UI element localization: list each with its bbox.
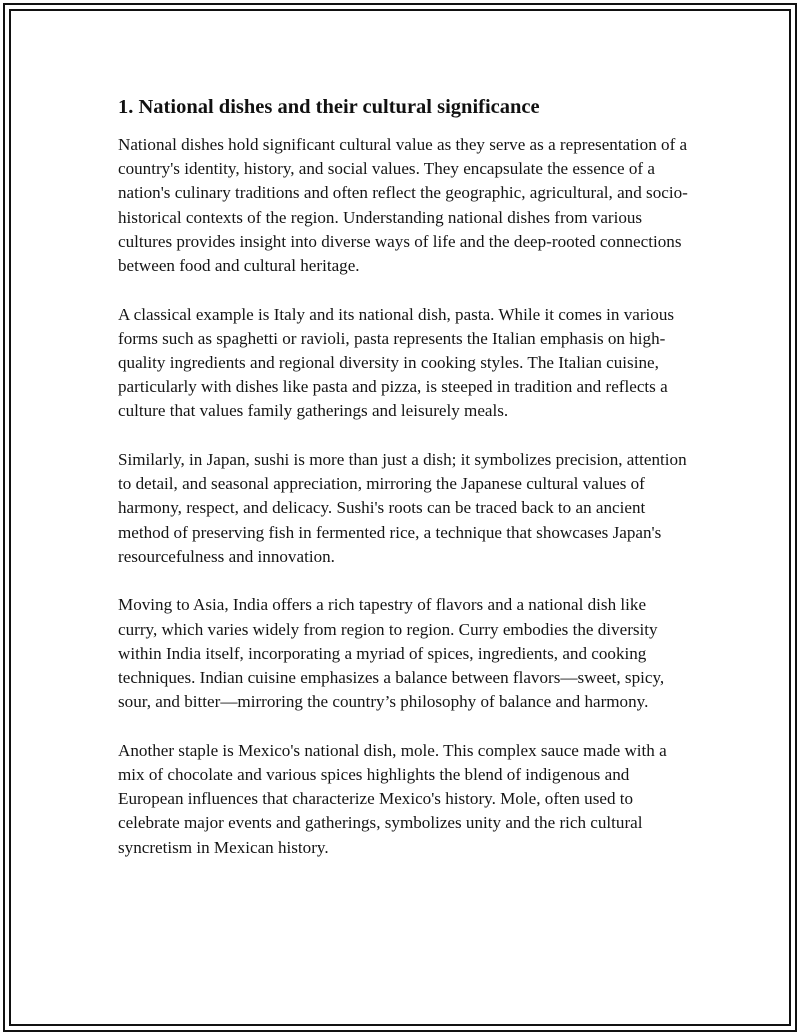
paragraph-italy: A classical example is Italy and its national dish, pasta. While it comes in various forms such as spaghetti or ravioli, pasta represents the Italian emphasis on high-quality ingredients and regional diversity in cooking styles. The Italian cuisine, particularly with dishes like pasta and pizza, is steeped in tradition and reflects a culture that values family gatherings and leisurely meals. bbox=[118, 304, 675, 421]
paragraph-intro: National dishes hold significant cultural value as they serve as a representation of a country's identity, history, and social values. They encapsulate the essence of a nation's culinary traditions and often reflect the geographic, agricultural, and socio-historical contexts of the region. Understanding national dishes from various cultures provides insight into diverse ways of life and the deep-rooted connections between food and cultural heritage. bbox=[118, 135, 688, 276]
paragraph-india: Moving to Asia, India offers a rich tapestry of flavors and a national dish like curry, which varies widely from region to region. Curry embodies the diversity within India itself, incorporating a myriad of spices, ingredients, and cooking techniques. Indian cuisine emphasizes a balance between flavors—sweet, spicy, sour, and bitter—mirroring the country’s philosophy of balance and harmony. bbox=[118, 595, 665, 712]
section-heading: 1. National dishes and their cultural significance bbox=[118, 96, 540, 118]
paragraph-japan: Similarly, in Japan, sushi is more than just a dish; it symbolizes precision, attention to detail, and seasonal appreciation, mirroring the Japanese cultural values of harmony, respect, and delicacy. Sushi's roots can be traced back to an ancient method of preserving fish in fermented rice, a technique that showcases Japan's resourcefulness and innovation. bbox=[118, 450, 687, 566]
paragraph-mexico: Another staple is Mexico's national dish, mole. This complex sauce made with a mix of chocolate and various spices highlights the blend of indigenous and European influences that characterize Mexico's history. Mole, often used to celebrate major events and gatherings, symbolizes unity and the rich cultural syncretism in Mexican history. bbox=[118, 740, 667, 857]
document-body bbox=[118, 93, 688, 884]
